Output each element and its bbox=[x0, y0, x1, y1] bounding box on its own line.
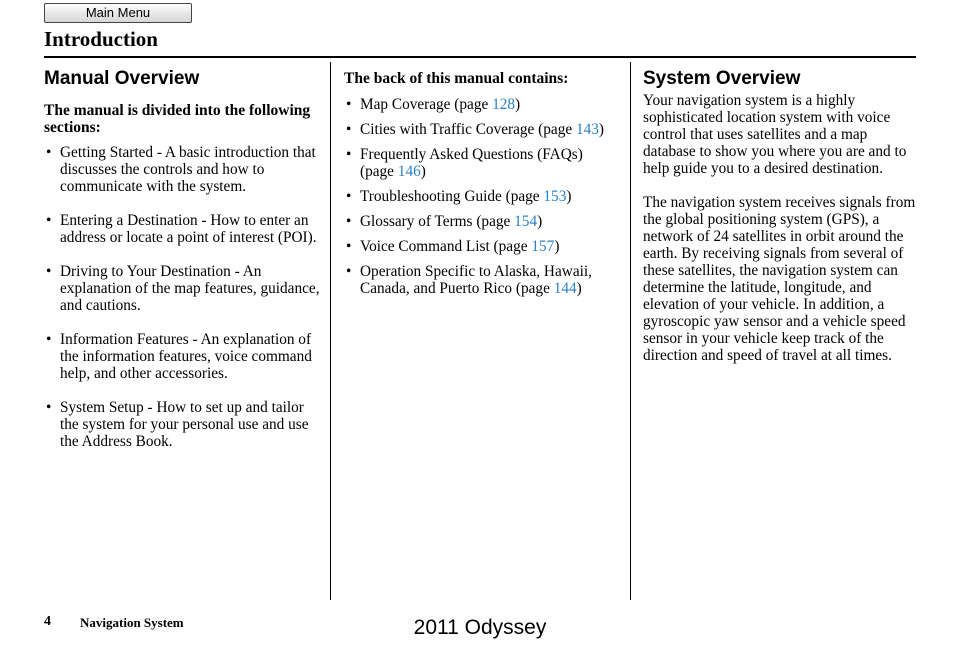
item-text: Operation Specific to Alaska, Hawaii, Canada, and Puerto Rico (page bbox=[360, 263, 592, 297]
system-overview-heading: System Overview bbox=[643, 68, 801, 89]
system-overview-paragraph: Your navigation system is a highly sophisticated location system with voice control that uses satellites and a map database to show you where you are and to help guide you to a desired destination. bbox=[643, 92, 907, 177]
page-link[interactable]: 154 bbox=[514, 213, 538, 230]
list-item: • Driving to Your Destination - An explanation of the map features, guidance, and cautions. bbox=[44, 263, 320, 314]
item-close: ) bbox=[515, 96, 521, 113]
column-divider-left bbox=[330, 62, 331, 600]
item-close: ) bbox=[566, 188, 572, 205]
list-item bbox=[344, 213, 620, 230]
back-of-manual-subheading: The back of this manual contains: bbox=[344, 70, 569, 87]
list-item: • Information Features - An explanation of the information features, voice command help, and other accessories. bbox=[44, 331, 320, 382]
sections-list bbox=[44, 144, 320, 450]
system-overview-paragraph: The navigation system receives signals from the global positioning system (GPS), a network of 24 satellites in orbit around the earth. By receiving signals from several of these satellites, the navigation system can determine the latitude, longitude, and elevation of your vehicle. In addition, a gyroscopic yaw sensor and a vehicle speed sensor in your vehicle keep track of the direction and speed of travel at all times. bbox=[643, 194, 916, 364]
page-link[interactable]: 157 bbox=[531, 238, 555, 255]
item-text: Cities with Traffic Coverage (page bbox=[360, 121, 576, 138]
list-item: • Getting Started - A basic introduction that discusses the controls and how to communicate with the system. bbox=[44, 144, 320, 195]
system-overview-column bbox=[643, 66, 923, 381]
page-link[interactable]: 144 bbox=[553, 280, 577, 297]
page-link[interactable]: 146 bbox=[397, 163, 421, 180]
main-menu-button[interactable]: Main Menu bbox=[44, 3, 192, 23]
item-text: Troubleshooting Guide (page bbox=[360, 188, 544, 205]
back-of-manual-column bbox=[344, 66, 620, 305]
item-text: Voice Command List (page bbox=[360, 238, 532, 255]
item-close: ) bbox=[598, 121, 605, 138]
page-title: Introduction bbox=[44, 27, 158, 51]
page-link[interactable]: 128 bbox=[492, 96, 516, 113]
item-close: ) bbox=[537, 213, 543, 230]
column-divider-right bbox=[630, 62, 631, 600]
page-link[interactable]: 153 bbox=[543, 188, 567, 205]
sections-subheading: The manual is divided into the following sections: bbox=[44, 102, 311, 136]
list-item bbox=[344, 146, 620, 180]
manual-overview-heading: Manual Overview bbox=[44, 68, 200, 89]
item-text: Map Coverage (page bbox=[360, 96, 493, 113]
item-text: Glossary of Terms (page bbox=[360, 213, 515, 230]
list-item: • Entering a Destination - How to enter an address or locate a point of interest (POI). bbox=[44, 212, 320, 246]
list-item: • System Setup - How to set up and tailor the system for your personal use and use the Address Book. bbox=[44, 399, 320, 450]
list-item bbox=[344, 121, 620, 138]
list-item bbox=[344, 96, 620, 113]
list-item bbox=[344, 238, 620, 255]
title-rule bbox=[44, 56, 916, 58]
watermark: 2011 Odyssey bbox=[413, 616, 547, 639]
item-close: ) bbox=[420, 163, 426, 180]
page-link[interactable]: 143 bbox=[575, 121, 599, 138]
item-text: Frequently Asked Questions (FAQs) (page bbox=[360, 146, 583, 180]
list-item bbox=[344, 263, 620, 297]
footer-label: Navigation System bbox=[80, 615, 184, 630]
appendix-list bbox=[344, 96, 620, 297]
page-number: 4 bbox=[44, 614, 51, 629]
item-close: ) bbox=[576, 280, 582, 297]
manual-overview-column bbox=[44, 66, 320, 467]
item-close: ) bbox=[554, 238, 560, 255]
list-item bbox=[344, 188, 620, 205]
